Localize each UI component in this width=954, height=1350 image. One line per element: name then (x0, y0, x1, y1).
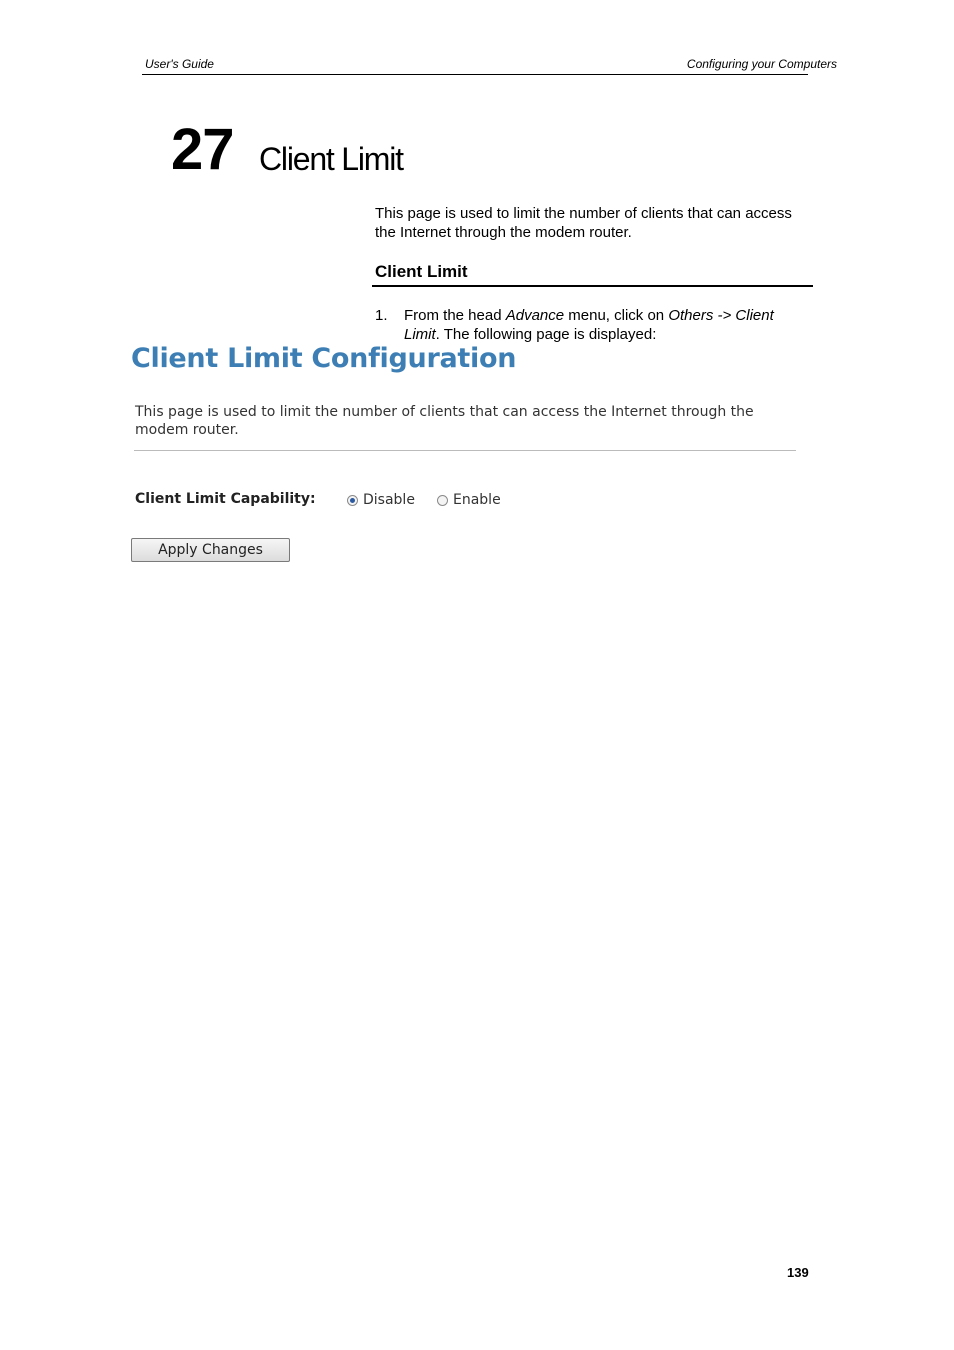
section-title: Client Limit (375, 262, 468, 281)
step-text-part: menu, click on (564, 307, 669, 324)
step-text-part: . The following page is displayed: (435, 326, 657, 343)
running-header-left: User's Guide (145, 57, 214, 71)
chapter-number: 27 (171, 117, 234, 182)
apply-changes-button[interactable]: Apply Changes (131, 538, 290, 562)
step-text (404, 306, 804, 344)
config-page-description: This page is used to limit the number of clients that can access the Internet through the modem router. (135, 404, 754, 438)
config-page-title: Client Limit Configuration (131, 343, 517, 374)
menu-path: Others -> Client Limit (404, 307, 774, 343)
chapter-title: Client Limit (259, 141, 403, 177)
disable-radio-label: Disable (363, 492, 415, 508)
disable-radio-option[interactable] (347, 492, 415, 508)
enable-radio-label: Enable (453, 492, 501, 508)
page-number: 139 (787, 1265, 809, 1280)
step-text-part: From the head (404, 307, 506, 324)
disable-radio[interactable] (347, 495, 358, 506)
enable-radio-option[interactable] (437, 492, 501, 508)
enable-radio[interactable] (437, 495, 448, 506)
client-limit-capability-label: Client Limit Capability: (135, 491, 316, 507)
menu-name: Advance (505, 307, 565, 324)
running-header-right: Configuring your Computers (686, 57, 837, 71)
intro-paragraph: This page is used to limit the number of clients that can access the Internet through the modem router. (375, 205, 792, 241)
header-rule (142, 74, 808, 75)
section-rule (372, 285, 813, 287)
step-number: 1. (375, 307, 388, 324)
config-divider (134, 450, 796, 451)
